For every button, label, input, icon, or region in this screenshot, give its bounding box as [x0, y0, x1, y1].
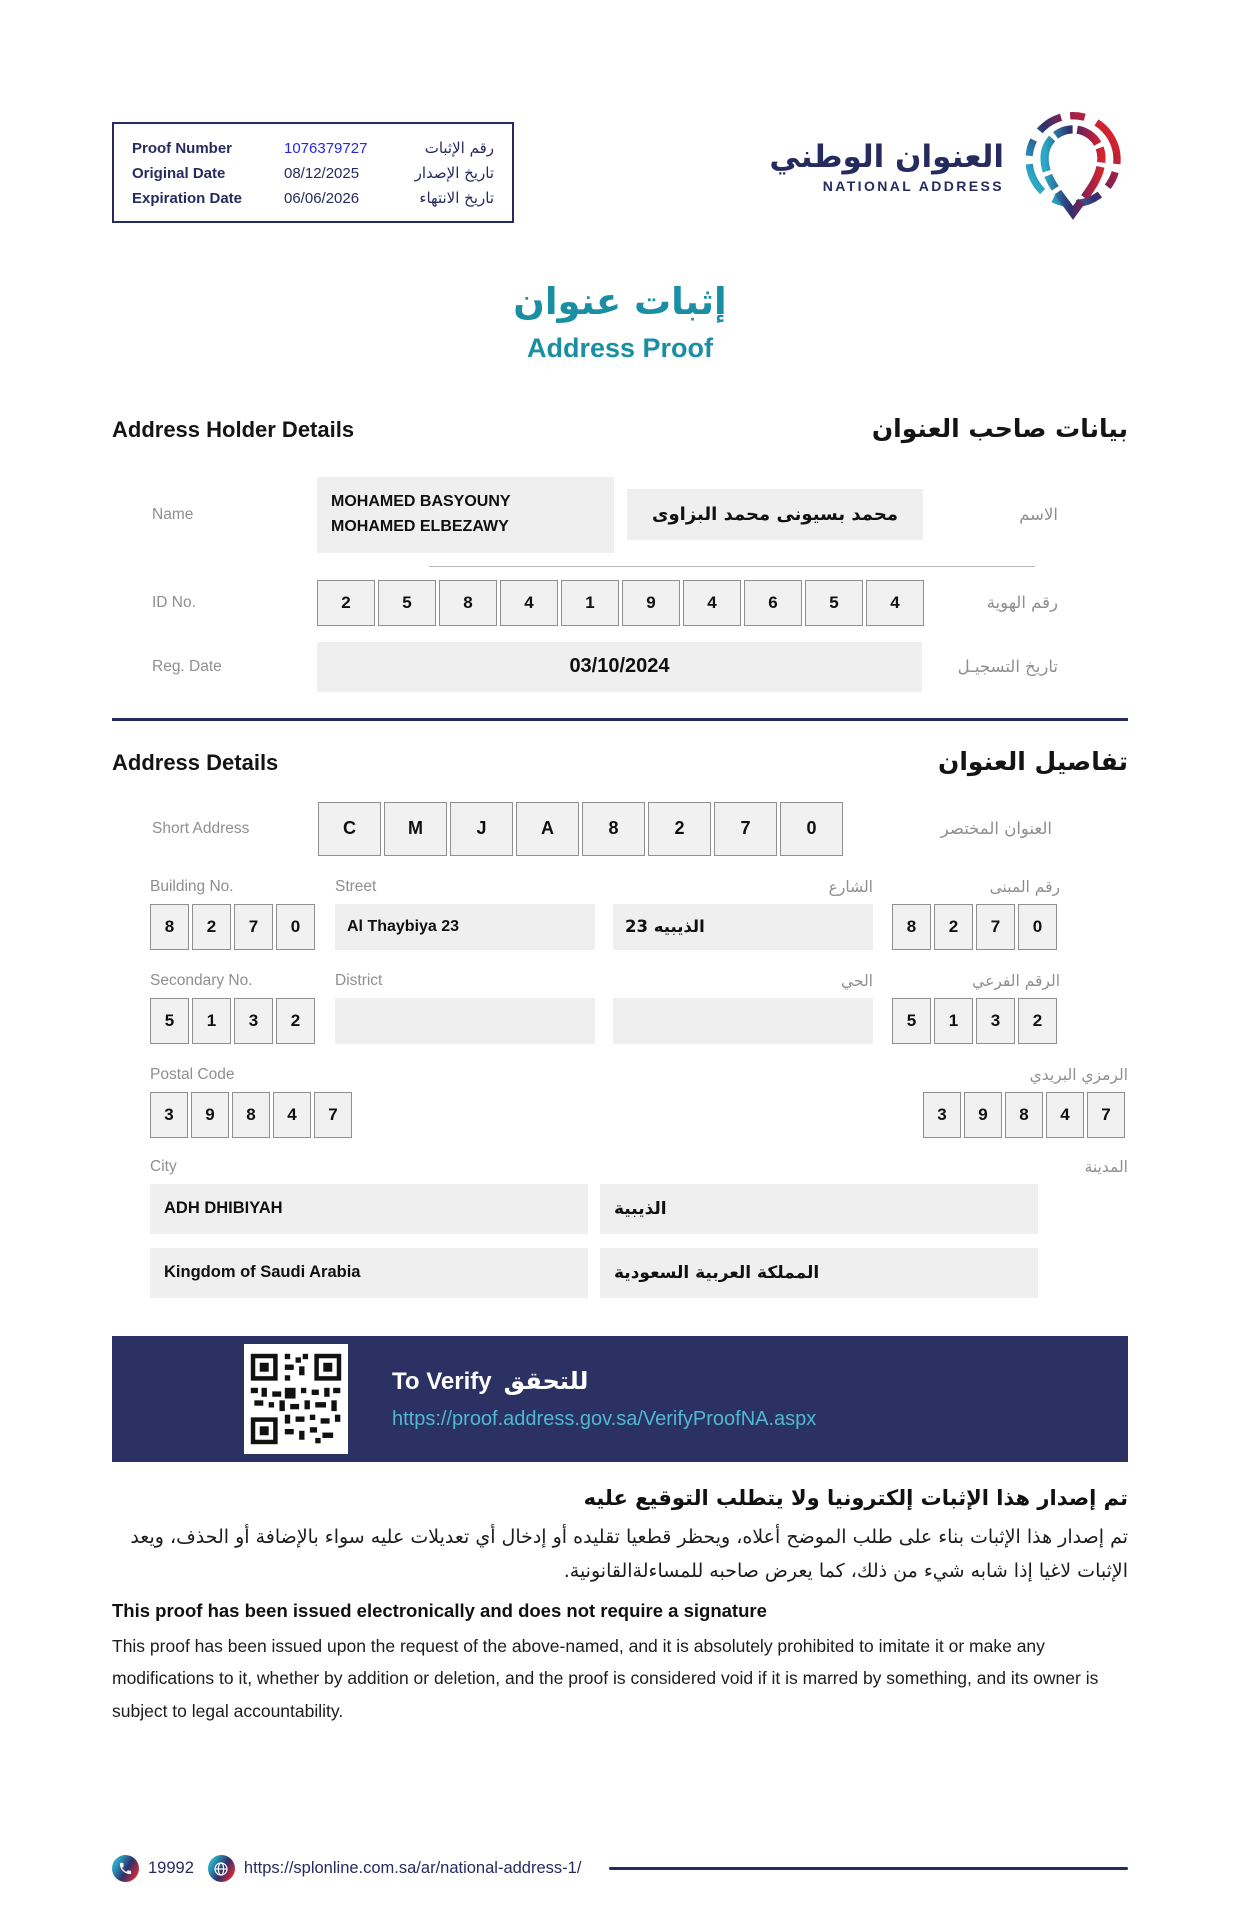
verify-heading	[392, 1367, 816, 1396]
expiration-date-row	[132, 186, 494, 211]
digit-cell: 4	[683, 580, 741, 626]
postal-code-labels	[112, 1066, 1128, 1084]
name-value-en	[317, 477, 614, 553]
disclaimer-english	[112, 1600, 1128, 1727]
digit-cell: 8	[439, 580, 497, 626]
name-en-line1: MOHAMED BASYOUNY	[331, 493, 511, 510]
digit-cell: A	[516, 802, 579, 856]
support-phone-number: 19992	[148, 1859, 194, 1877]
original-date-value: 08/12/2025	[284, 165, 360, 182]
logo-text	[769, 140, 1004, 194]
street-label: Street	[335, 877, 377, 895]
expiration-date-value: 06/06/2026	[284, 190, 360, 207]
postal-code-cells-left	[150, 1092, 355, 1138]
street-label-ar: الشارع	[828, 877, 873, 896]
verify-url-link[interactable]: https://proof.address.gov.sa/VerifyProofNA.aspx	[392, 1407, 817, 1430]
digit-cell: 0	[780, 802, 843, 856]
district-value-ar	[613, 998, 873, 1044]
postal-code-label: Postal Code	[150, 1065, 235, 1083]
id-row	[112, 580, 1128, 626]
title-english: Address Proof	[526, 333, 714, 363]
secondary-no-cells-left	[150, 998, 325, 1044]
district-label: District	[335, 971, 383, 989]
id-label-ar: رقم الهوية	[986, 593, 1058, 613]
holder-header-ar: بيانات صاحب العنوان	[871, 414, 1128, 443]
digit-cell: 3	[923, 1092, 961, 1138]
digit-cell: 2	[276, 998, 315, 1044]
digit-cell: 7	[714, 802, 777, 856]
street-value-en: Al Thaybiya 23	[335, 904, 595, 950]
building-street-boxes	[112, 904, 1128, 950]
document-title	[112, 280, 1128, 364]
footer-url-link[interactable]: https://splonline.com.sa/ar/national-address-1/	[243, 1859, 582, 1877]
original-date-row	[132, 161, 494, 186]
digit-cell: 7	[314, 1092, 352, 1138]
digit-cell: 9	[191, 1092, 229, 1138]
digit-cell: 7	[976, 904, 1015, 950]
digit-cell: 4	[500, 580, 558, 626]
name-value-ar: محمد بسيونى محمد البزاوى	[627, 489, 923, 540]
district-value-en	[335, 998, 595, 1044]
name-divider-line	[429, 566, 1035, 567]
name-en-line2: MOHAMED ELBEZAWY	[331, 517, 509, 535]
digit-cell: 5	[892, 998, 931, 1044]
address-header-en: Address Details	[112, 749, 279, 775]
digit-cell: 0	[1018, 904, 1057, 950]
building-no-cells-left	[150, 904, 325, 950]
reg-date-label-ar: تاريخ التسجيـل	[957, 657, 1058, 677]
disclaimer-ar-body: تم إصدار هذا الإثبات بناء على طلب الموضح أعلاه، ويحظر قطعيا تقليده أو إدخال أي تعديلات عليه سواء بالإضافة أو الحذف، ويعد الإثبات لاغيا إذا شابه شيء من ذلك، كما يعرض صاحبه للمساءلةالقانونية.	[130, 1525, 1128, 1582]
digit-cell: 5	[150, 998, 189, 1044]
street-value-ar: الذيبيه 23	[613, 904, 873, 950]
short-address-row	[112, 802, 1128, 856]
digit-cell: 8	[582, 802, 645, 856]
footer-divider-line	[609, 1867, 1128, 1870]
qr-code	[244, 1344, 348, 1454]
digit-cell: 3	[976, 998, 1015, 1044]
digit-cell: 3	[150, 1092, 188, 1138]
digit-cell: 9	[622, 580, 680, 626]
digit-cell: 8	[1005, 1092, 1043, 1138]
digit-cell: 4	[866, 580, 924, 626]
verify-text-block	[392, 1367, 816, 1431]
city-value-en: ADH DHIBIYAH	[150, 1184, 588, 1234]
original-date-label-ar: تاريخ الإصدار	[414, 164, 494, 182]
secondary-no-label: Secondary No.	[150, 971, 253, 989]
logo-title-arabic: العنوان الوطني	[769, 139, 1004, 176]
proof-number-label: Proof Number	[132, 140, 233, 157]
proof-meta-box	[112, 122, 514, 223]
holder-section-header	[112, 414, 1128, 443]
original-date-label: Original Date	[132, 165, 226, 182]
city-boxes	[112, 1184, 1128, 1234]
postal-code-boxes	[112, 1092, 1128, 1138]
section-divider	[112, 718, 1128, 721]
id-digit-cells	[317, 580, 927, 626]
phone-icon	[112, 1855, 139, 1882]
name-label: Name	[152, 505, 194, 523]
digit-cell: 1	[561, 580, 619, 626]
city-labels	[112, 1158, 1128, 1176]
proof-number-value[interactable]: 1076379727	[284, 140, 368, 157]
proof-number-label-ar: رقم الإثبات	[424, 139, 494, 157]
document-footer	[112, 1855, 1128, 1882]
digit-cell: 2	[648, 802, 711, 856]
digit-cell: 3	[234, 998, 273, 1044]
digit-cell: 7	[1087, 1092, 1125, 1138]
verify-label-en: To Verify	[392, 1367, 492, 1395]
location-pin-icon	[1018, 108, 1128, 226]
digit-cell: 5	[378, 580, 436, 626]
title-arabic: إثبات عنوان	[513, 280, 727, 323]
country-value-ar: المملكة العربية السعودية	[600, 1248, 1038, 1298]
digit-cell: 2	[1018, 998, 1057, 1044]
name-label-ar: الاسم	[1019, 505, 1058, 525]
country-value-en: Kingdom of Saudi Arabia	[150, 1248, 588, 1298]
digit-cell: 0	[276, 904, 315, 950]
verify-label-ar: للتحقق	[503, 1366, 589, 1395]
address-header-ar: تفاصيل العنوان	[937, 746, 1128, 776]
name-row	[112, 477, 1128, 553]
expiration-date-label-ar: تاريخ الانتهاء	[419, 189, 494, 207]
digit-cell: 5	[805, 580, 863, 626]
holder-section	[112, 414, 1128, 721]
digit-cell: 2	[934, 904, 973, 950]
reg-date-value: 03/10/2024	[317, 642, 922, 692]
digit-cell: 8	[892, 904, 931, 950]
building-no-label: Building No.	[150, 877, 234, 895]
city-label-ar: المدينة	[1084, 1157, 1128, 1176]
digit-cell: 2	[192, 904, 231, 950]
building-no-cells-right	[885, 904, 1060, 950]
short-address-cells	[318, 802, 846, 856]
globe-icon	[208, 1855, 235, 1882]
secondary-no-label-ar: الرقم الفرعي	[972, 971, 1060, 990]
digit-cell: M	[384, 802, 447, 856]
document-header	[112, 122, 1128, 226]
national-address-logo	[769, 108, 1128, 226]
secondary-district-boxes	[112, 998, 1128, 1044]
city-value-ar: الذيبية	[600, 1184, 1038, 1234]
digit-cell: 7	[234, 904, 273, 950]
short-address-label: Short Address	[152, 819, 250, 837]
verify-banner	[112, 1336, 1128, 1462]
short-address-label-ar: العنوان المختصر	[940, 819, 1052, 839]
digit-cell: 4	[1046, 1092, 1084, 1138]
holder-header-en: Address Holder Details	[112, 417, 355, 442]
secondary-district-labels	[112, 972, 1128, 990]
digit-cell: 1	[934, 998, 973, 1044]
reg-date-label: Reg. Date	[152, 657, 222, 675]
address-section-header	[112, 747, 1128, 776]
city-label: City	[150, 1157, 177, 1175]
disclaimer-en-title: This proof has been issued electronically and does not require a signature	[112, 1599, 767, 1621]
logo-title-english: NATIONAL ADDRESS	[822, 177, 1004, 194]
building-street-labels	[112, 878, 1128, 896]
district-label-ar: الحي	[841, 971, 873, 990]
secondary-no-cells-right	[885, 998, 1060, 1044]
digit-cell: J	[450, 802, 513, 856]
digit-cell: 8	[150, 904, 189, 950]
postal-code-label-ar: الرمزي البريدي	[1029, 1065, 1128, 1084]
digit-cell: 1	[192, 998, 231, 1044]
expiration-date-label: Expiration Date	[132, 190, 243, 207]
postal-code-cells-right	[923, 1092, 1128, 1138]
building-no-label-ar: رقم المبنى	[989, 877, 1060, 896]
proof-number-row	[132, 136, 494, 161]
disclaimer-arabic	[112, 1486, 1128, 1588]
id-label: ID No.	[152, 593, 196, 611]
digit-cell: 9	[964, 1092, 1002, 1138]
reg-date-row	[112, 642, 1128, 692]
digit-cell: 8	[232, 1092, 270, 1138]
country-boxes	[112, 1248, 1128, 1298]
disclaimer-ar-title: تم إصدار هذا الإثبات إلكترونيا ولا يتطلب التوقيع عليه	[583, 1485, 1128, 1510]
disclaimer-en-body: This proof has been issued upon the request of the above-named, and it is absolutely prohibited to imitate it or make any modifications to it, whether by addition or deletion, and the proof is considered void if it is marred by something, and its owner is subject to legal accountability.	[112, 1635, 1099, 1721]
digit-cell: 2	[317, 580, 375, 626]
address-section	[112, 747, 1128, 1298]
digit-cell: 4	[273, 1092, 311, 1138]
digit-cell: C	[318, 802, 381, 856]
digit-cell: 6	[744, 580, 802, 626]
